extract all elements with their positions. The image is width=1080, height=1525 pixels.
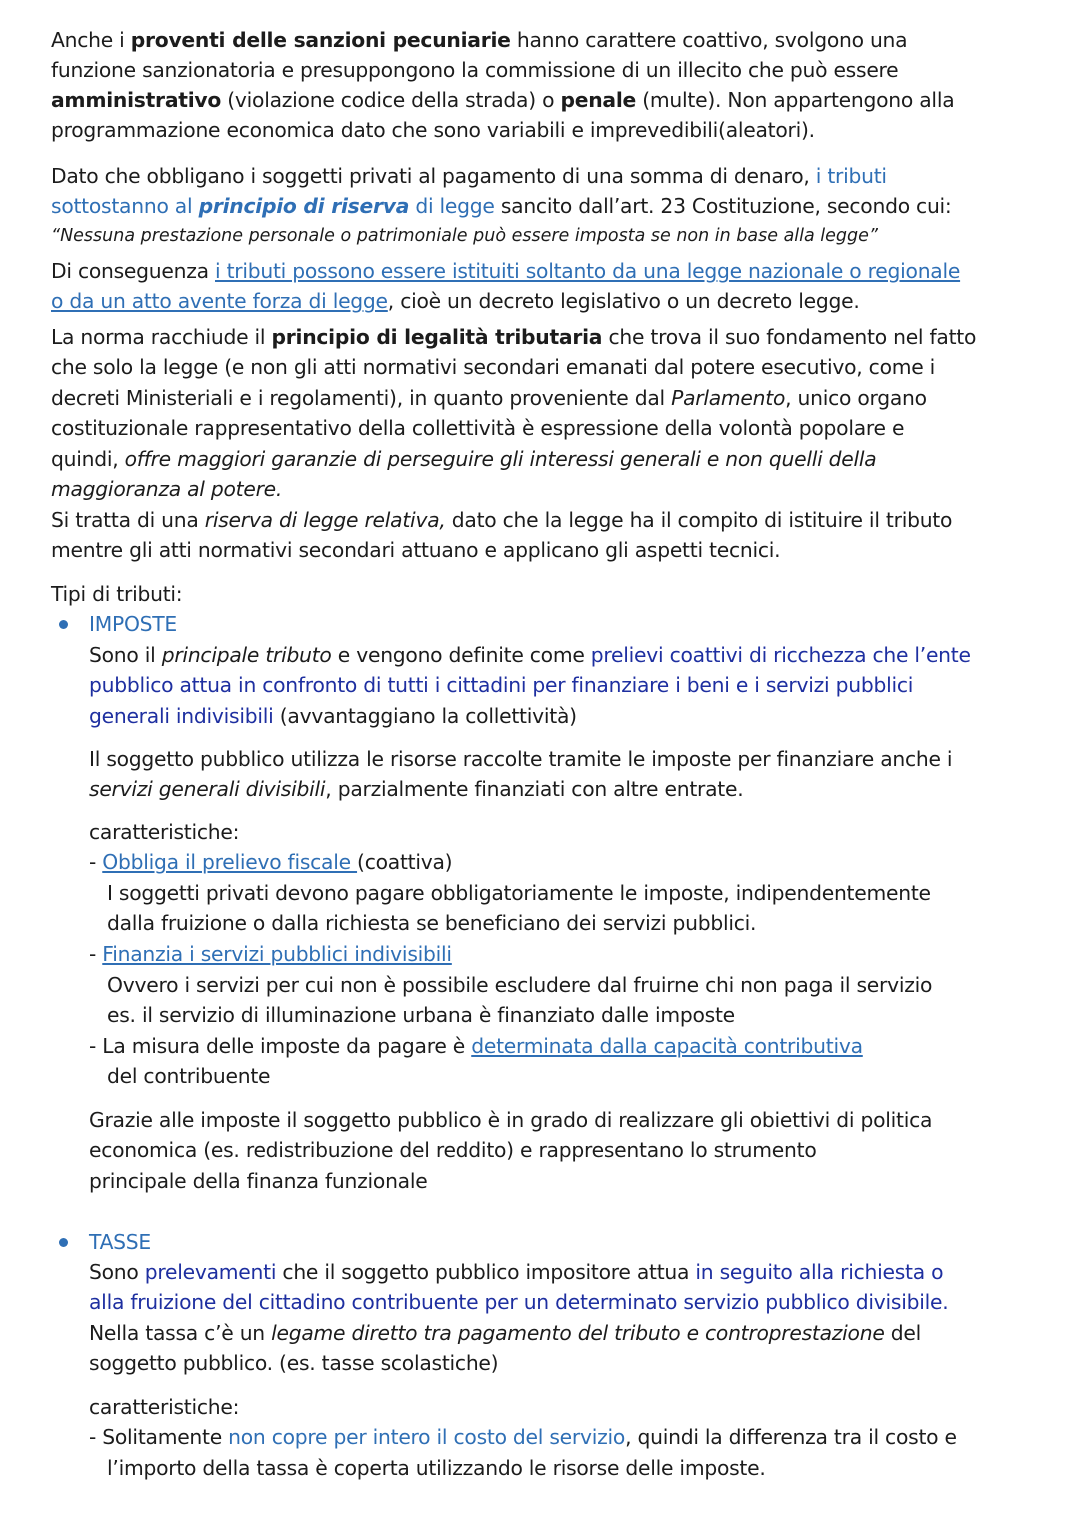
imposte-p3-line-2: economica (es. redistribuzione del reddito) e rappresentano lo strumento (89, 1138, 817, 1162)
imposte-char-2-line-2: Ovvero i servizi per cui non è possibile escludere dal fruirne chi non paga il servizio (107, 973, 933, 997)
imposte-line-2: pubblico attua in confronto di tutti i cittadini per finanziare i beni e i servizi pubblici (89, 673, 914, 697)
legalita-line-5: quindi, offre maggiori garanzie di perseguire gli interessi generali e non quelli della (51, 447, 877, 471)
imposte-line-1: Sono il principale tributo e vengono definite come prelievi coattivi di ricchezza che l’ente (89, 643, 971, 667)
intro-line-3: amministrativo (violazione codice della strada) o penale (multe). Non appartengono alla (51, 88, 955, 112)
legalita-line-1: La norma racchiude il principio di legalità tributaria che trova il suo fondamento nel fatto (51, 325, 977, 349)
finanzia-servizi-link[interactable]: Finanzia i servizi pubblici indivisibili (102, 942, 452, 966)
constitution-quote: “Nessuna prestazione personale o patrimoniale può essere imposta se non in base alla legge” (51, 226, 878, 246)
legalita-line-3: decreti Ministeriali e i regolamenti), in quanto proveniente dal Parlamento, unico organo (51, 386, 927, 410)
legalita-line-2: che solo la legge (e non gli atti normativi secondari emanati dal potere esecutivo, come i (51, 355, 936, 379)
tipi-title: Tipi di tributi: (51, 582, 183, 606)
tasse-char-1: - Solitamente non copre per intero il costo del servizio, quindi la differenza tra il costo e (89, 1425, 957, 1449)
imposte-char-1-line-3: dalla fruizione o dalla richiesta se beneficiano dei servizi pubblici. (107, 911, 757, 935)
tasse-line-4: soggetto pubblico. (es. tasse scolastiche) (89, 1351, 499, 1375)
tasse-caratteristiche-title: caratteristiche: (89, 1395, 240, 1419)
imposte-char-1-line-2: I soggetti privati devono pagare obbligatoriamente le imposte, indipendentemente (107, 881, 931, 905)
tasse-char-1-line-2: l’importo della tassa è coperta utilizzando le risorse delle imposte. (107, 1456, 766, 1480)
imposte-char-3-line-2: del contribuente (107, 1064, 271, 1088)
tasse-line-2: alla fruizione del cittadino contribuente per un determinato servizio pubblico divisibile. (89, 1290, 949, 1314)
bullet-tasse (59, 1238, 68, 1247)
imposte-p3-line-1: Grazie alle imposte il soggetto pubblico è in grado di realizzare gli obiettivi di politica (89, 1108, 933, 1132)
tasse-line-3: Nella tassa c’è un legame diretto tra pagamento del tributo e controprestazione del (89, 1321, 921, 1345)
intro-line-1: Anche i proventi delle sanzioni pecuniarie hanno carattere coattivo, svolgono una (51, 28, 908, 52)
tributi-link-part-2[interactable]: o da un atto avente forza di legge (51, 289, 388, 313)
intro-line-2: funzione sanzionatoria e presuppongono la commissione di un illecito che può essere (51, 58, 899, 82)
imposte-char-1: - Obbliga il prelievo fiscale (coattiva) (89, 850, 453, 874)
intro-line-4: programmazione economica dato che sono variabili e imprevedibili(aleatori). (51, 118, 815, 142)
obbliga-prelievo-link[interactable]: Obbliga il prelievo fiscale (102, 850, 358, 874)
tributi-link-part-1[interactable]: i tributi possono essere istituiti soltanto da una legge nazionale o regionale (215, 259, 961, 283)
legalita-line-7: Si tratta di una riserva di legge relativa, dato che la legge ha il compito di istituire il tributo (51, 508, 953, 532)
imposte-char-2-line-3: es. il servizio di illuminazione urbana è finanziato dalle imposte (107, 1003, 735, 1027)
legalita-line-4: costituzionale rappresentativo della collettività è espressione della volontà popolare e (51, 416, 905, 440)
imposte-line-3: generali indivisibili (avvantaggiano la collettività) (89, 704, 577, 728)
legalita-line-6: maggioranza al potere. (51, 477, 283, 501)
riserva-line-3: Di conseguenza i tributi possono essere istituiti soltanto da una legge nazionale o regionale (51, 259, 961, 283)
riserva-line-4: o da un atto avente forza di legge, cioè un decreto legislativo o un decreto legge. (51, 289, 860, 313)
tasse-line-1: Sono prelevamenti che il soggetto pubblico impositore attua in seguito alla richiesta o (89, 1260, 944, 1284)
tasse-heading: TASSE (89, 1230, 151, 1254)
riserva-line-1: Dato che obbligano i soggetti privati al pagamento di una somma di denaro, i tributi (51, 164, 887, 188)
legalita-line-8: mentre gli atti normativi secondari attuano e applicano gli aspetti tecnici. (51, 538, 781, 562)
imposte-p3-line-3: principale della finanza funzionale (89, 1169, 428, 1193)
imposte-caratteristiche-title: caratteristiche: (89, 820, 240, 844)
imposte-char-2: - Finanzia i servizi pubblici indivisibili (89, 942, 452, 966)
imposte-heading: IMPOSTE (89, 612, 178, 636)
imposte-char-3: - La misura delle imposte da pagare è determinata dalla capacità contributiva (89, 1034, 863, 1058)
imposte-p2-line-1: Il soggetto pubblico utilizza le risorse raccolte tramite le imposte per finanziare anche i (89, 747, 953, 771)
imposte-p2-line-2: servizi generali divisibili, parzialmente finanziati con altre entrate. (89, 777, 744, 801)
bullet-imposte (59, 620, 68, 629)
capacita-contributiva-link[interactable]: determinata dalla capacità contributiva (471, 1034, 863, 1058)
riserva-line-2: sottostanno al principio di riserva di legge sancito dall’art. 23 Costituzione, secondo cui: (51, 194, 952, 218)
